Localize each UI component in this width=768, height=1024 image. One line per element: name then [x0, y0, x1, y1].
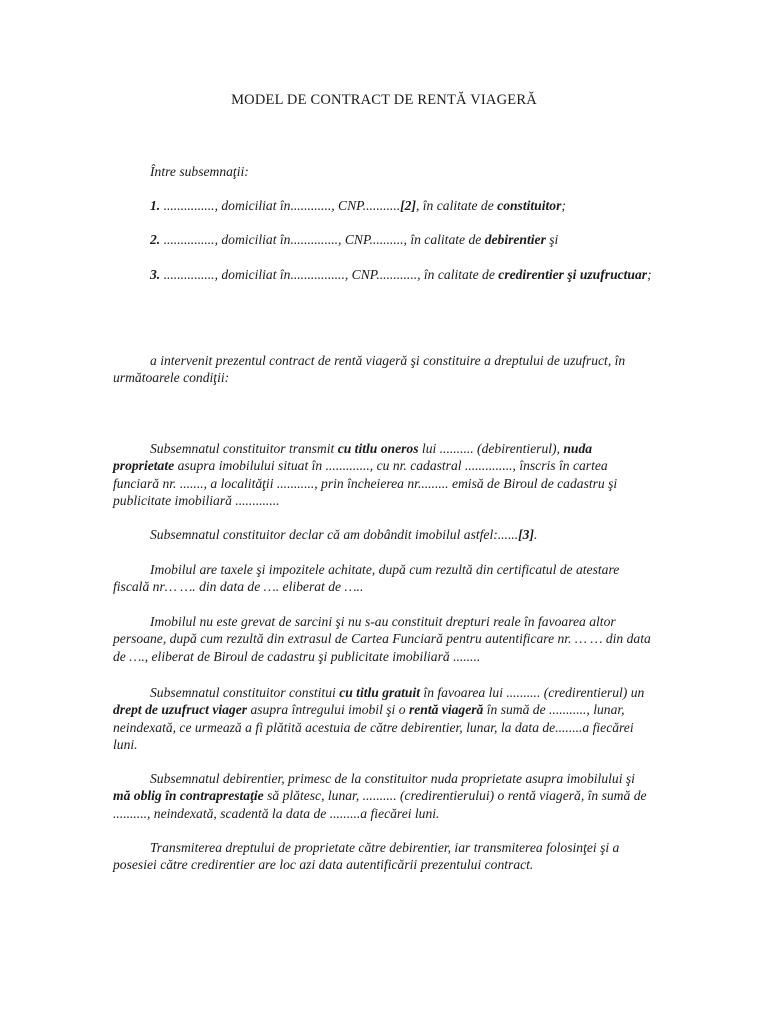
- party-3-role: credirentier şi uzufructuar: [498, 267, 648, 282]
- clause-debirentier: Subsemnatul debirentier, primesc de la constituitor nuda proprietate asupra imobilului şi mă oblig în contraprestaţie să plătesc, lunar, .......... (credirentierului) o rentă viageră, în sumă de .........., neindexată, scadentă la data de .........a fiecărei luni.: [113, 771, 647, 821]
- footnote-ref-3[interactable]: [3]: [518, 527, 534, 542]
- clause-transfer: Subsemnatul constituitor transmit cu titlu oneros lui .......... (debirentierul), nuda proprietate asupra imobilului situat în ............., cu nr. cadastral .............., înscris în cartea funciară nr. ......., a localităţii ..........., prin încheierea nr......... emisă de Biroul de cadastru şi publicitate imobiliară .............: [113, 441, 618, 508]
- party-1-number: 1.: [150, 198, 161, 213]
- party-1: 1. ..............., domiciliat în............, CNP...........[2], în calitate de constituitor;: [150, 198, 566, 213]
- clause-acquisition: Subsemnatul constituitor declar că am dobândit imobilul astfel:......[3].: [150, 527, 538, 542]
- party-2-role: debirentier: [484, 232, 546, 247]
- party-2-number: 2.: [150, 232, 161, 247]
- clause-usufruct: Subsemnatul constituitor constitui cu titlu gratuit în favoarea lui .......... (credirentierul) un drept de uzufruct viager asupra întregului imobil şi o rentă viageră în sumă de ..........., lunar, neindexată, ce urmează a fi plătită acestuia de către debirentier, lunar, la data de........a fiecărei luni.: [113, 685, 645, 752]
- clause-taxes: Imobilul are taxele şi impozitele achitate, după cum rezultă din certificatul de atestare fiscală nr… …. din data de …. eliberat de …..: [113, 562, 620, 595]
- intro-line: Între subsemnaţii:: [150, 164, 249, 179]
- preamble: a intervenit prezentul contract de rentă viageră şi constituire a dreptului de uzufruct, în următoarele condiţii:: [113, 353, 626, 386]
- clause-possession: Transmiterea dreptului de proprietate către debirentier, iar transmiterea folosinţei şi a posesiei către credirentier are loc azi data autentificării prezentului contract.: [113, 840, 620, 873]
- party-3: 3. ..............., domiciliat în................, CNP............, în calitate de credirentier şi uzufructuar;: [150, 267, 652, 282]
- party-2: 2. ..............., domiciliat în.............., CNP.........., în calitate de debirentier şi: [150, 232, 559, 247]
- footnote-ref-2[interactable]: [2]: [400, 198, 416, 213]
- party-1-role: constituitor: [497, 198, 562, 213]
- clause-encumbrances: Imobilul nu este grevat de sarcini şi nu s-au constituit drepturi reale în favoarea altor persoane, după cum rezultă din extrasul de Cartea Funciară pentru autentificare nr. … … din data de …., eliberat de Biroul de cadastru şi publicitate imobiliară ........: [113, 614, 651, 664]
- party-3-number: 3.: [150, 267, 161, 282]
- document-title: MODEL DE CONTRACT DE RENTĂ VIAGERĂ: [231, 92, 537, 108]
